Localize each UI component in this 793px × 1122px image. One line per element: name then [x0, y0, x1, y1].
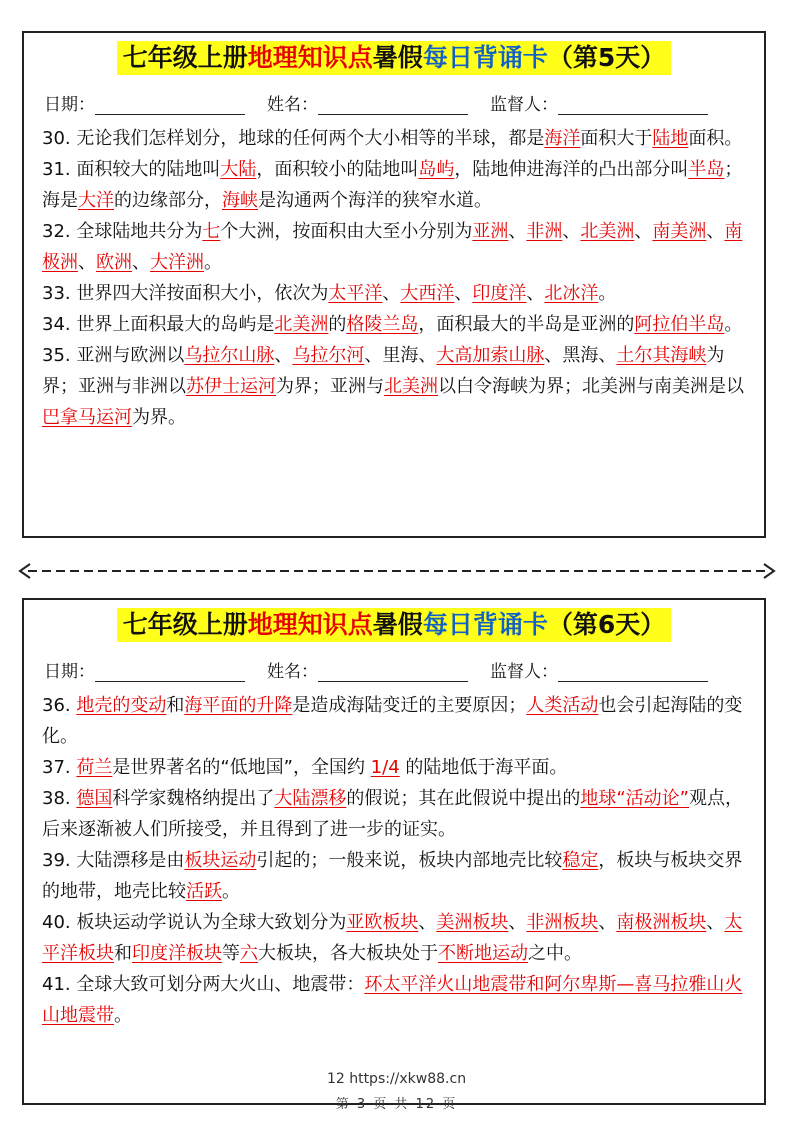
answer-keyword: 非洲 — [526, 221, 563, 242]
supervisor-label: 监督人： — [490, 95, 558, 115]
item-text: 观点，后来逐渐被人们所接受，并且得到了进一步的证实。 — [42, 788, 744, 840]
item-text: 31. 面积较大的陆地叫 — [42, 159, 221, 180]
item-text: 、 — [418, 912, 437, 933]
item-text: 38. — [42, 788, 77, 809]
answer-keyword: 人类活动 — [526, 695, 599, 716]
answer-keyword: 南极洲 — [42, 221, 743, 273]
answer-keyword: 亚洲 — [472, 221, 509, 242]
item-text: 、 — [382, 283, 401, 304]
item-text: 33. 世界四大洋按面积大小，依次为 — [42, 283, 329, 304]
item-text: 和 — [166, 695, 185, 716]
fill-in-row — [44, 656, 764, 682]
title-segment: 每日背诵卡 — [422, 43, 548, 72]
item-text: 也会引起海陆的变化。 — [42, 695, 743, 747]
title-segment: 七年级上册 — [122, 610, 248, 639]
item-text: 36. — [42, 695, 77, 716]
item-text: 为界；亚洲与非洲以 — [42, 345, 725, 397]
footer-url: 12 https://xkw88.cn — [326, 1071, 467, 1087]
item-text: 等 — [222, 943, 240, 964]
answer-keyword: 欧洲 — [96, 252, 132, 273]
answer-keyword: 北美洲 — [384, 376, 438, 397]
card-title — [117, 608, 671, 642]
knowledge-item — [42, 690, 750, 752]
item-text: 、黑海、 — [544, 345, 617, 366]
answer-keyword: 太平洋板块 — [42, 912, 743, 964]
answer-keyword: 亚欧板块 — [346, 912, 419, 933]
item-text: 为界；亚洲与 — [276, 376, 384, 397]
item-text: 、 — [508, 221, 527, 242]
item-text: 、 — [526, 283, 545, 304]
supervisor-blank[interactable] — [558, 94, 708, 115]
item-text: 个大洲，按面积由大至小分别为 — [220, 221, 473, 242]
right-arrow-icon — [764, 564, 774, 578]
item-text: 的边缘部分， — [114, 190, 222, 211]
knowledge-item — [42, 154, 750, 216]
item-text: 41. 全球大致可划分两大火山、地震带： — [42, 974, 365, 995]
answer-keyword: 大陆 — [220, 159, 257, 180]
answer-keyword: 苏伊士运河 — [186, 376, 276, 397]
item-text: ，板块与板块交界的地带，地壳比较 — [42, 850, 743, 902]
item-text: 为界。 — [132, 407, 186, 428]
knowledge-item — [42, 845, 750, 907]
answer-keyword: 印度洋板块 — [132, 943, 222, 964]
item-text: 40. 板块运动学说认为全球大致划分为 — [42, 912, 347, 933]
answer-keyword: 陆地 — [652, 128, 689, 149]
knowledge-list — [42, 123, 750, 433]
answer-keyword: 大陆漂移 — [274, 788, 347, 809]
footer-page-number: 第 3 页 共 12 页 — [335, 1097, 458, 1112]
answer-keyword: 德国 — [76, 788, 113, 809]
fill-in-row — [44, 89, 764, 115]
item-text: 、 — [598, 912, 617, 933]
answer-keyword: 环太平洋火山地震带和阿尔卑斯—喜马拉雅山火山地震带 — [42, 974, 743, 1026]
answer-keyword: 不断地运动 — [438, 943, 528, 964]
item-text: 、里海、 — [364, 345, 437, 366]
answer-keyword: 阿拉伯半岛 — [634, 314, 725, 335]
knowledge-list — [42, 690, 750, 1031]
item-text: 、 — [562, 221, 581, 242]
answer-keyword: 海洋 — [544, 128, 581, 149]
item-text: 引起的；一般来说，板块内部地壳比较 — [256, 850, 563, 871]
item-text: 、 — [706, 912, 725, 933]
item-text: 面积大于 — [580, 128, 653, 149]
item-text: 。 — [222, 881, 240, 902]
knowledge-item — [42, 123, 750, 154]
item-text: 大板块，各大板块处于 — [258, 943, 438, 964]
answer-keyword: 活跃 — [186, 881, 222, 902]
item-text: 。 — [114, 1005, 132, 1026]
answer-keyword: 半岛 — [688, 159, 725, 180]
title-segment: （第5天） — [547, 43, 666, 72]
title-segment: 地理知识点 — [247, 610, 373, 639]
cut-line-divider — [18, 561, 776, 581]
title-segment: 每日背诵卡 — [422, 610, 548, 639]
item-text: 的陆地低于海平面。 — [399, 757, 568, 778]
item-text: 科学家魏格纳提出了 — [112, 788, 275, 809]
answer-keyword: 大高加索山脉 — [436, 345, 545, 366]
answer-keyword: 六 — [240, 943, 258, 964]
date-label: 日期： — [44, 95, 95, 115]
answer-keyword: 海峡 — [222, 190, 258, 211]
answer-keyword: 1/4 — [370, 757, 400, 778]
knowledge-item — [42, 340, 750, 433]
item-text: 34. 世界上面积最大的岛屿是 — [42, 314, 275, 335]
answer-keyword: 乌拉尔河 — [292, 345, 365, 366]
knowledge-item — [42, 752, 750, 783]
item-text: 之中。 — [528, 943, 582, 964]
answer-keyword: 稳定 — [562, 850, 599, 871]
item-text: 。 — [724, 314, 743, 335]
item-text: 、 — [454, 283, 473, 304]
knowledge-item — [42, 907, 750, 969]
knowledge-item — [42, 783, 750, 845]
card-title — [117, 41, 671, 75]
answer-keyword: 乌拉尔山脉 — [184, 345, 275, 366]
answer-keyword: 非洲板块 — [526, 912, 599, 933]
answer-keyword: 印度洋 — [472, 283, 527, 304]
date-label: 日期： — [44, 662, 95, 682]
recitation-card-day5 — [22, 31, 766, 538]
answer-keyword: 北美洲 — [274, 314, 329, 335]
answer-keyword: 七 — [202, 221, 221, 242]
answer-keyword: 岛屿 — [418, 159, 455, 180]
item-text: 以白令海峡为界；北美洲与南美洲是以 — [438, 376, 744, 397]
answer-keyword: 板块运动 — [184, 850, 257, 871]
name-label: 姓名： — [267, 662, 318, 682]
item-text: 、 — [274, 345, 293, 366]
answer-keyword: 大洋 — [78, 190, 114, 211]
answer-keyword: 太平洋 — [328, 283, 383, 304]
answer-keyword: 地球“活动论” — [580, 788, 690, 809]
answer-keyword: 美洲板块 — [436, 912, 509, 933]
item-text: 、 — [132, 252, 150, 273]
item-text: 39. 大陆漂移是由 — [42, 850, 185, 871]
item-text: 是沟通两个海洋的狭窄水道。 — [258, 190, 492, 211]
answer-keyword: 巴拿马运河 — [42, 407, 132, 428]
answer-keyword: 南极洲板块 — [616, 912, 707, 933]
item-text: 30. 无论我们怎样划分，地球的任何两个大小相等的半球，都是 — [42, 128, 545, 149]
name-blank[interactable] — [318, 94, 468, 115]
date-blank[interactable] — [95, 661, 245, 682]
title-segment: 暑假 — [372, 43, 423, 72]
item-text: 。 — [598, 283, 617, 304]
answer-keyword: 北冰洋 — [544, 283, 599, 304]
answer-keyword: 南美洲 — [652, 221, 707, 242]
item-text: ，陆地伸进海洋的凸出部分叫 — [454, 159, 689, 180]
answer-keyword: 大洋洲 — [150, 252, 204, 273]
title-segment: 暑假 — [372, 610, 423, 639]
title-segment: 地理知识点 — [247, 43, 373, 72]
title-segment: （第6天） — [547, 610, 666, 639]
answer-keyword: 地壳的变动 — [76, 695, 167, 716]
item-text: 是造成海陆变迁的主要原因； — [292, 695, 527, 716]
date-blank[interactable] — [95, 94, 245, 115]
knowledge-item — [42, 309, 750, 340]
item-text: 和 — [114, 943, 132, 964]
item-text: ；海是 — [42, 159, 743, 211]
item-text: 、 — [508, 912, 527, 933]
item-text: 。 — [204, 252, 222, 273]
item-text: 、 — [706, 221, 725, 242]
item-text: 的 — [328, 314, 347, 335]
item-text: 、 — [78, 252, 96, 273]
item-text: 是世界著名的“低地国”，全国约 — [112, 757, 371, 778]
recitation-card-day6 — [22, 598, 766, 1105]
answer-keyword: 海平面的升降 — [184, 695, 293, 716]
name-label: 姓名： — [267, 95, 318, 115]
answer-keyword: 荷兰 — [76, 757, 113, 778]
item-text: 32. 全球陆地共分为 — [42, 221, 203, 242]
knowledge-item — [42, 278, 750, 309]
item-text: ，面积最大的半岛是亚洲的 — [418, 314, 635, 335]
item-text: 面积。 — [688, 128, 743, 149]
knowledge-item — [42, 969, 750, 1031]
name-blank[interactable] — [318, 661, 468, 682]
supervisor-label: 监督人： — [490, 662, 558, 682]
answer-keyword: 土尔其海峡 — [616, 345, 707, 366]
answer-keyword: 北美洲 — [580, 221, 635, 242]
knowledge-item — [42, 216, 750, 278]
item-text: 、 — [634, 221, 653, 242]
item-text: 35. 亚洲与欧洲以 — [42, 345, 185, 366]
item-text: 的假说；其在此假说中提出的 — [346, 788, 581, 809]
supervisor-blank[interactable] — [558, 661, 708, 682]
item-text: ，面积较小的陆地叫 — [256, 159, 419, 180]
title-segment: 七年级上册 — [122, 43, 248, 72]
item-text: 37. — [42, 757, 77, 778]
answer-keyword: 大西洋 — [400, 283, 455, 304]
answer-keyword: 格陵兰岛 — [346, 314, 419, 335]
